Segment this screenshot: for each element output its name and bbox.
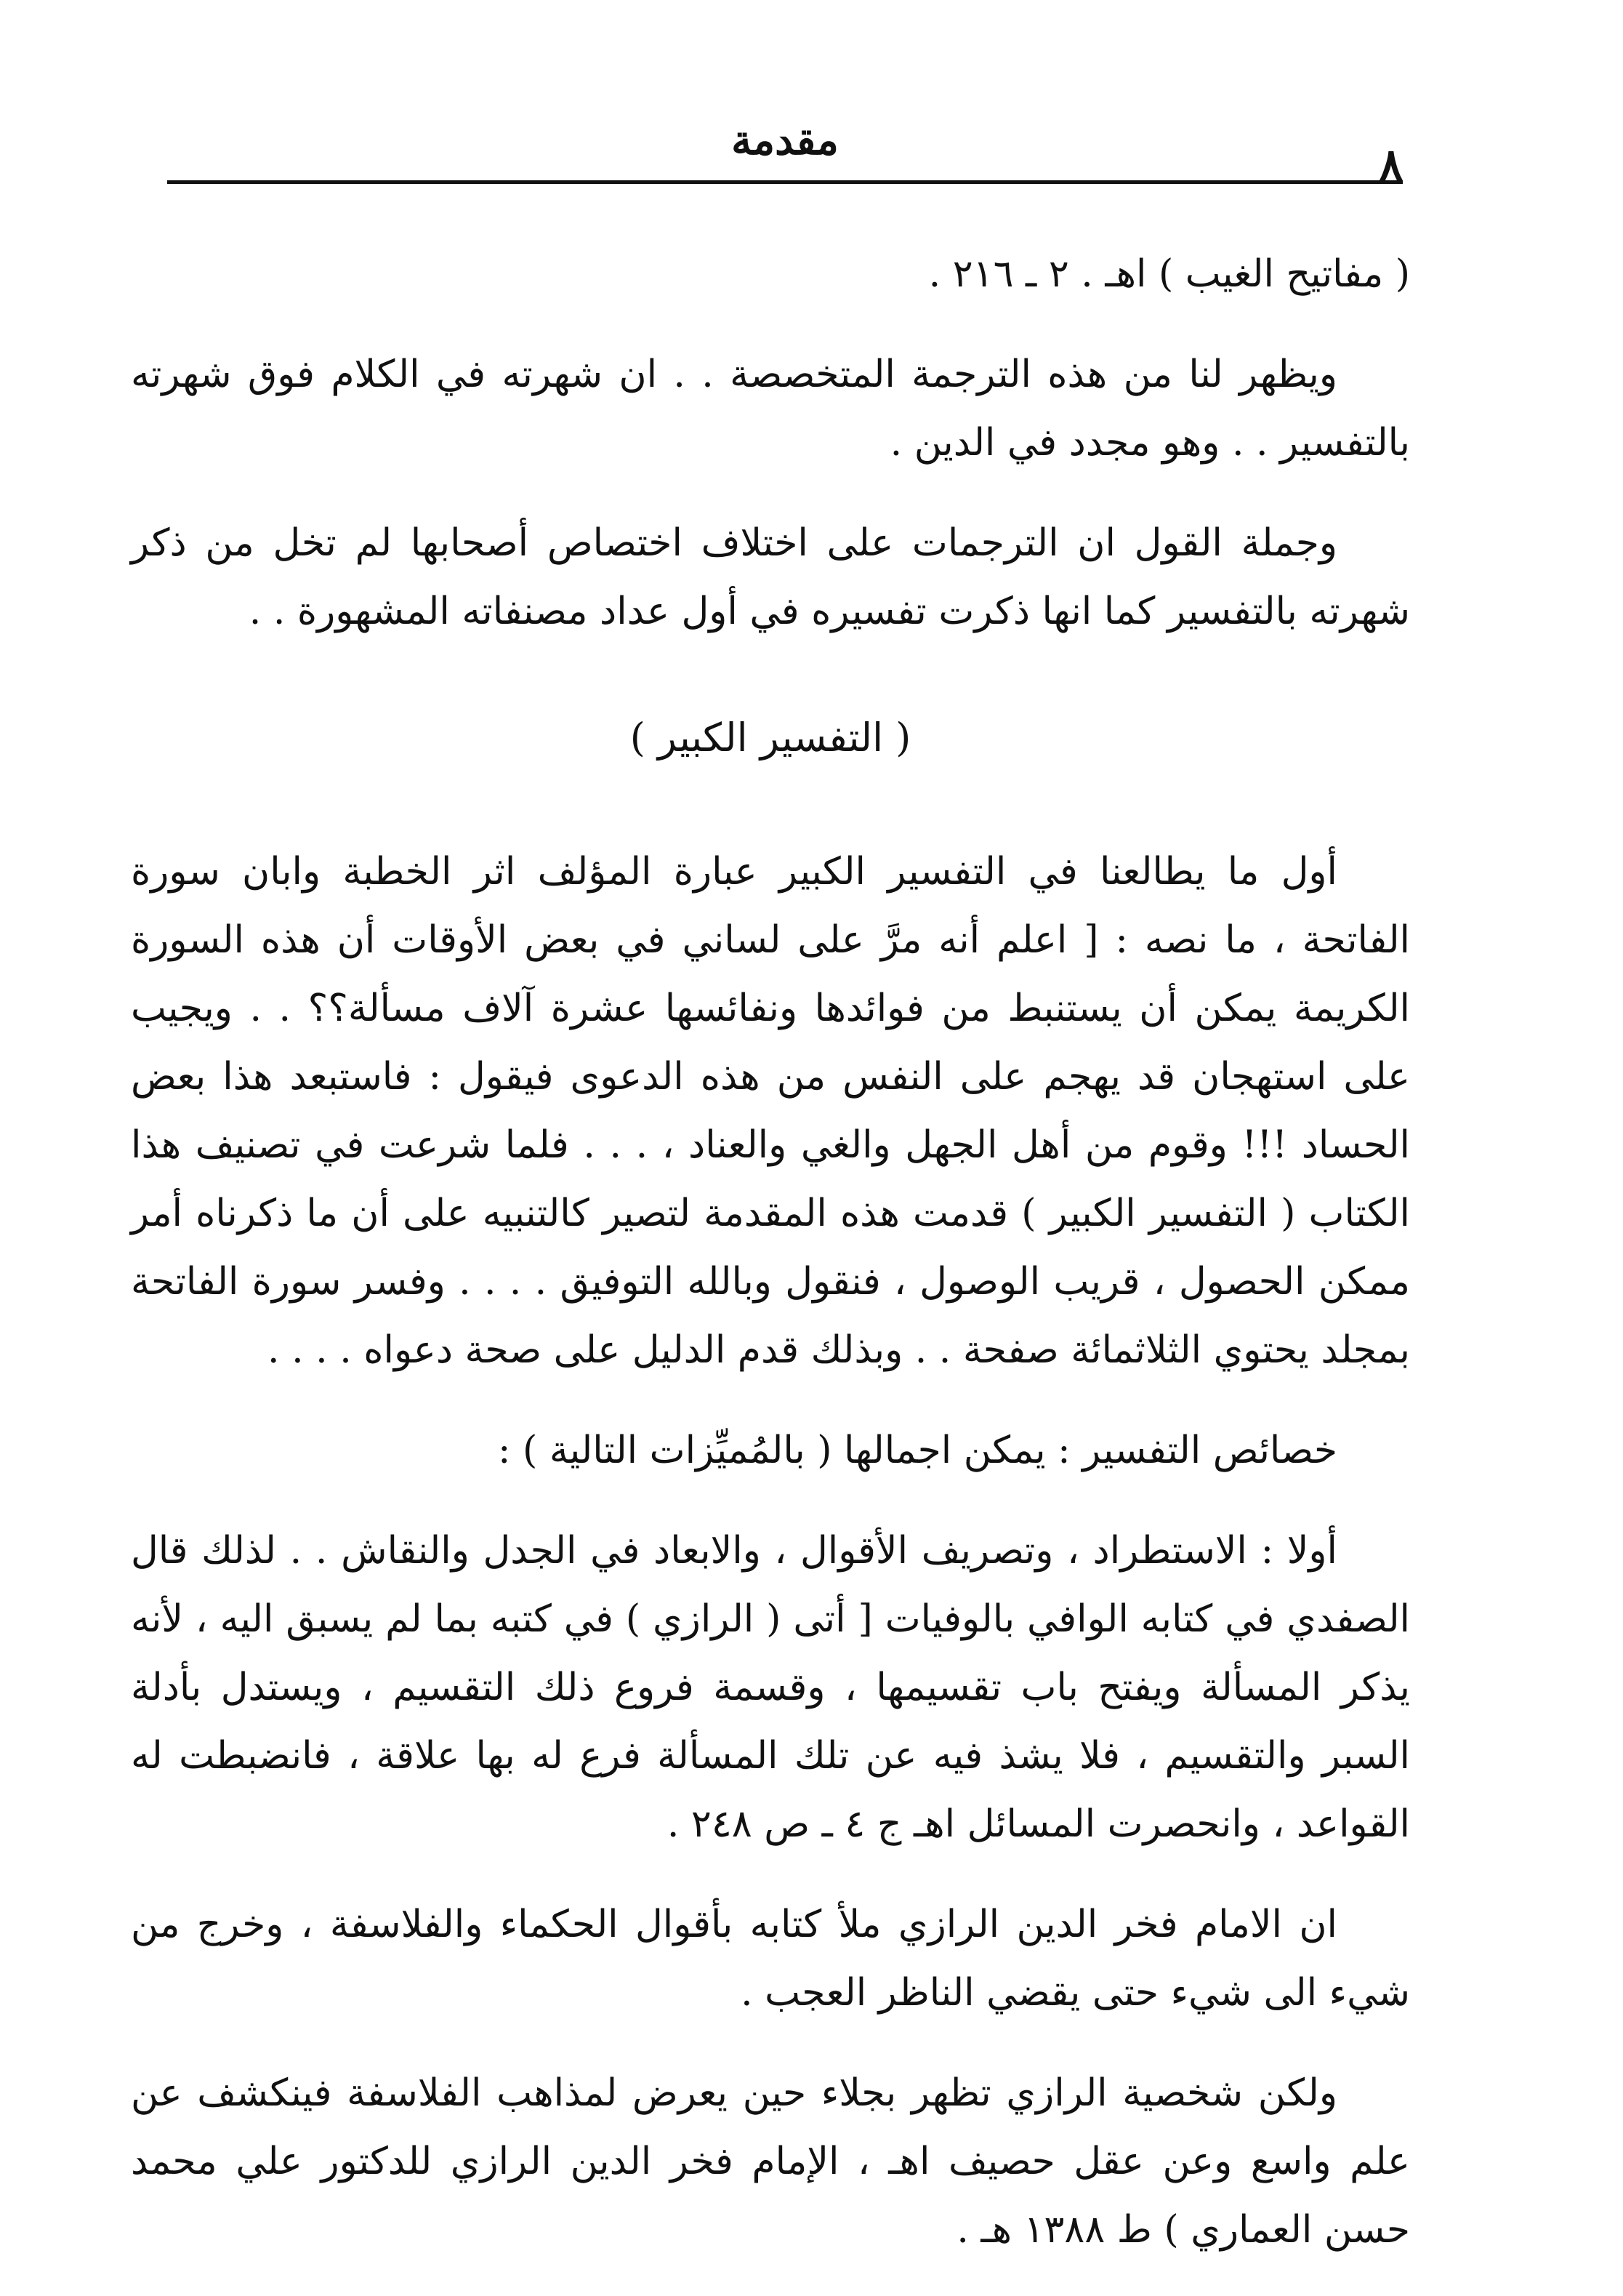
paragraph: وجملة القول ان الترجمات على اختلاف اختصاص أصحابها لم تخل من ذكر شهرته بالتفسير كما انها ذكرت تفسيره في أول عداد مصنفاته المشهورة . .	[131, 521, 1410, 633]
paragraph: أولا : الاستطراد ، وتصريف الأقوال ، والابعاد في الجدل والنقاش . . لذلك قال الصفدي في كتابه الوافي بالوفيات [ أتى ( الرازي ) في كتبه بما لم يسبق اليه ، لأنه يذكر المسألة ويفتح باب تقسيمها ، وقسمة فروع ذلك التقسيم ، ويستدل بأدلة السبر والتقسيم ، فلا يشذ فيه عن تلك المسألة فرع له بها علاقة ، فانضبطت له القواعد ، وانحصرت المسائل اهـ ج ٤ ـ ص ٢٤٨ .	[131, 1529, 1410, 1846]
page-number: ٨	[1379, 140, 1403, 190]
running-title: مقدمة	[731, 116, 839, 164]
paragraph: ان الامام فخر الدين الرازي ملأ كتابه بأقوال الحكماء والفلاسفة ، وخرج من شيء الى شيء حتى يقضي الناظر العجب .	[131, 1903, 1410, 2015]
paragraph: ويظهر لنا من هذه الترجمة المتخصصة . . ان شهرته في الكلام فوق شهرته بالتفسير . . وهو مجدد في الدين .	[131, 353, 1410, 465]
paragraph: ولكن شخصية الرازي تظهر بجلاء حين يعرض لمذاهب الفلاسفة فينكشف عن علم واسع وعن عقل حصيف اهـ ، الإمام فخر الدين الرازي للدكتور علي محمد حسن العماري ) ط ١٣٨٨ هـ .	[131, 2071, 1410, 2252]
paragraph: خصائص التفسير : يمكن اجمالها ( بالمُميِّزات التالية ) :	[498, 1429, 1337, 1472]
page-body	[131, 240, 1410, 2296]
page-header	[167, 109, 1403, 189]
header-rule	[167, 180, 1403, 184]
section-heading: ( التفسير الكبير )	[629, 715, 911, 760]
paragraph: أول ما يطالعنا في التفسير الكبير عبارة المؤلف اثر الخطبة وابان سورة الفاتحة ، ما نصه : [ اعلم أنه مرَّ على لساني في بعض الأوقات أن هذه السورة الكريمة يمكن أن يستنبط من فوائدها ونفائسها عشرة آلاف مسألة؟؟ . . ويجيب على استهجان قد يهجم على النفس من هذه الدعوى فيقول : فاستبعد هذا بعض الحساد !!! وقوم من أهل الجهل والغي والعناد ، . . . فلما شرعت في تصنيف هذا الكتاب ( التفسير الكبير ) قدمت هذه المقدمة لتصير كالتنبيه على أن ما ذكرناه أمر ممكن الحصول ، قريب الوصول ، فنقول وبالله التوفيق . . . . وفسر سورة الفاتحة بمجلد يحتوي الثلاثمائة صفحة . . وبذلك قدم الدليل على صحة دعواه . . . .	[131, 850, 1410, 1372]
paragraph: ( مفاتيح الغيب ) اهـ . ٢ ـ ٢١٦ .	[928, 252, 1410, 296]
